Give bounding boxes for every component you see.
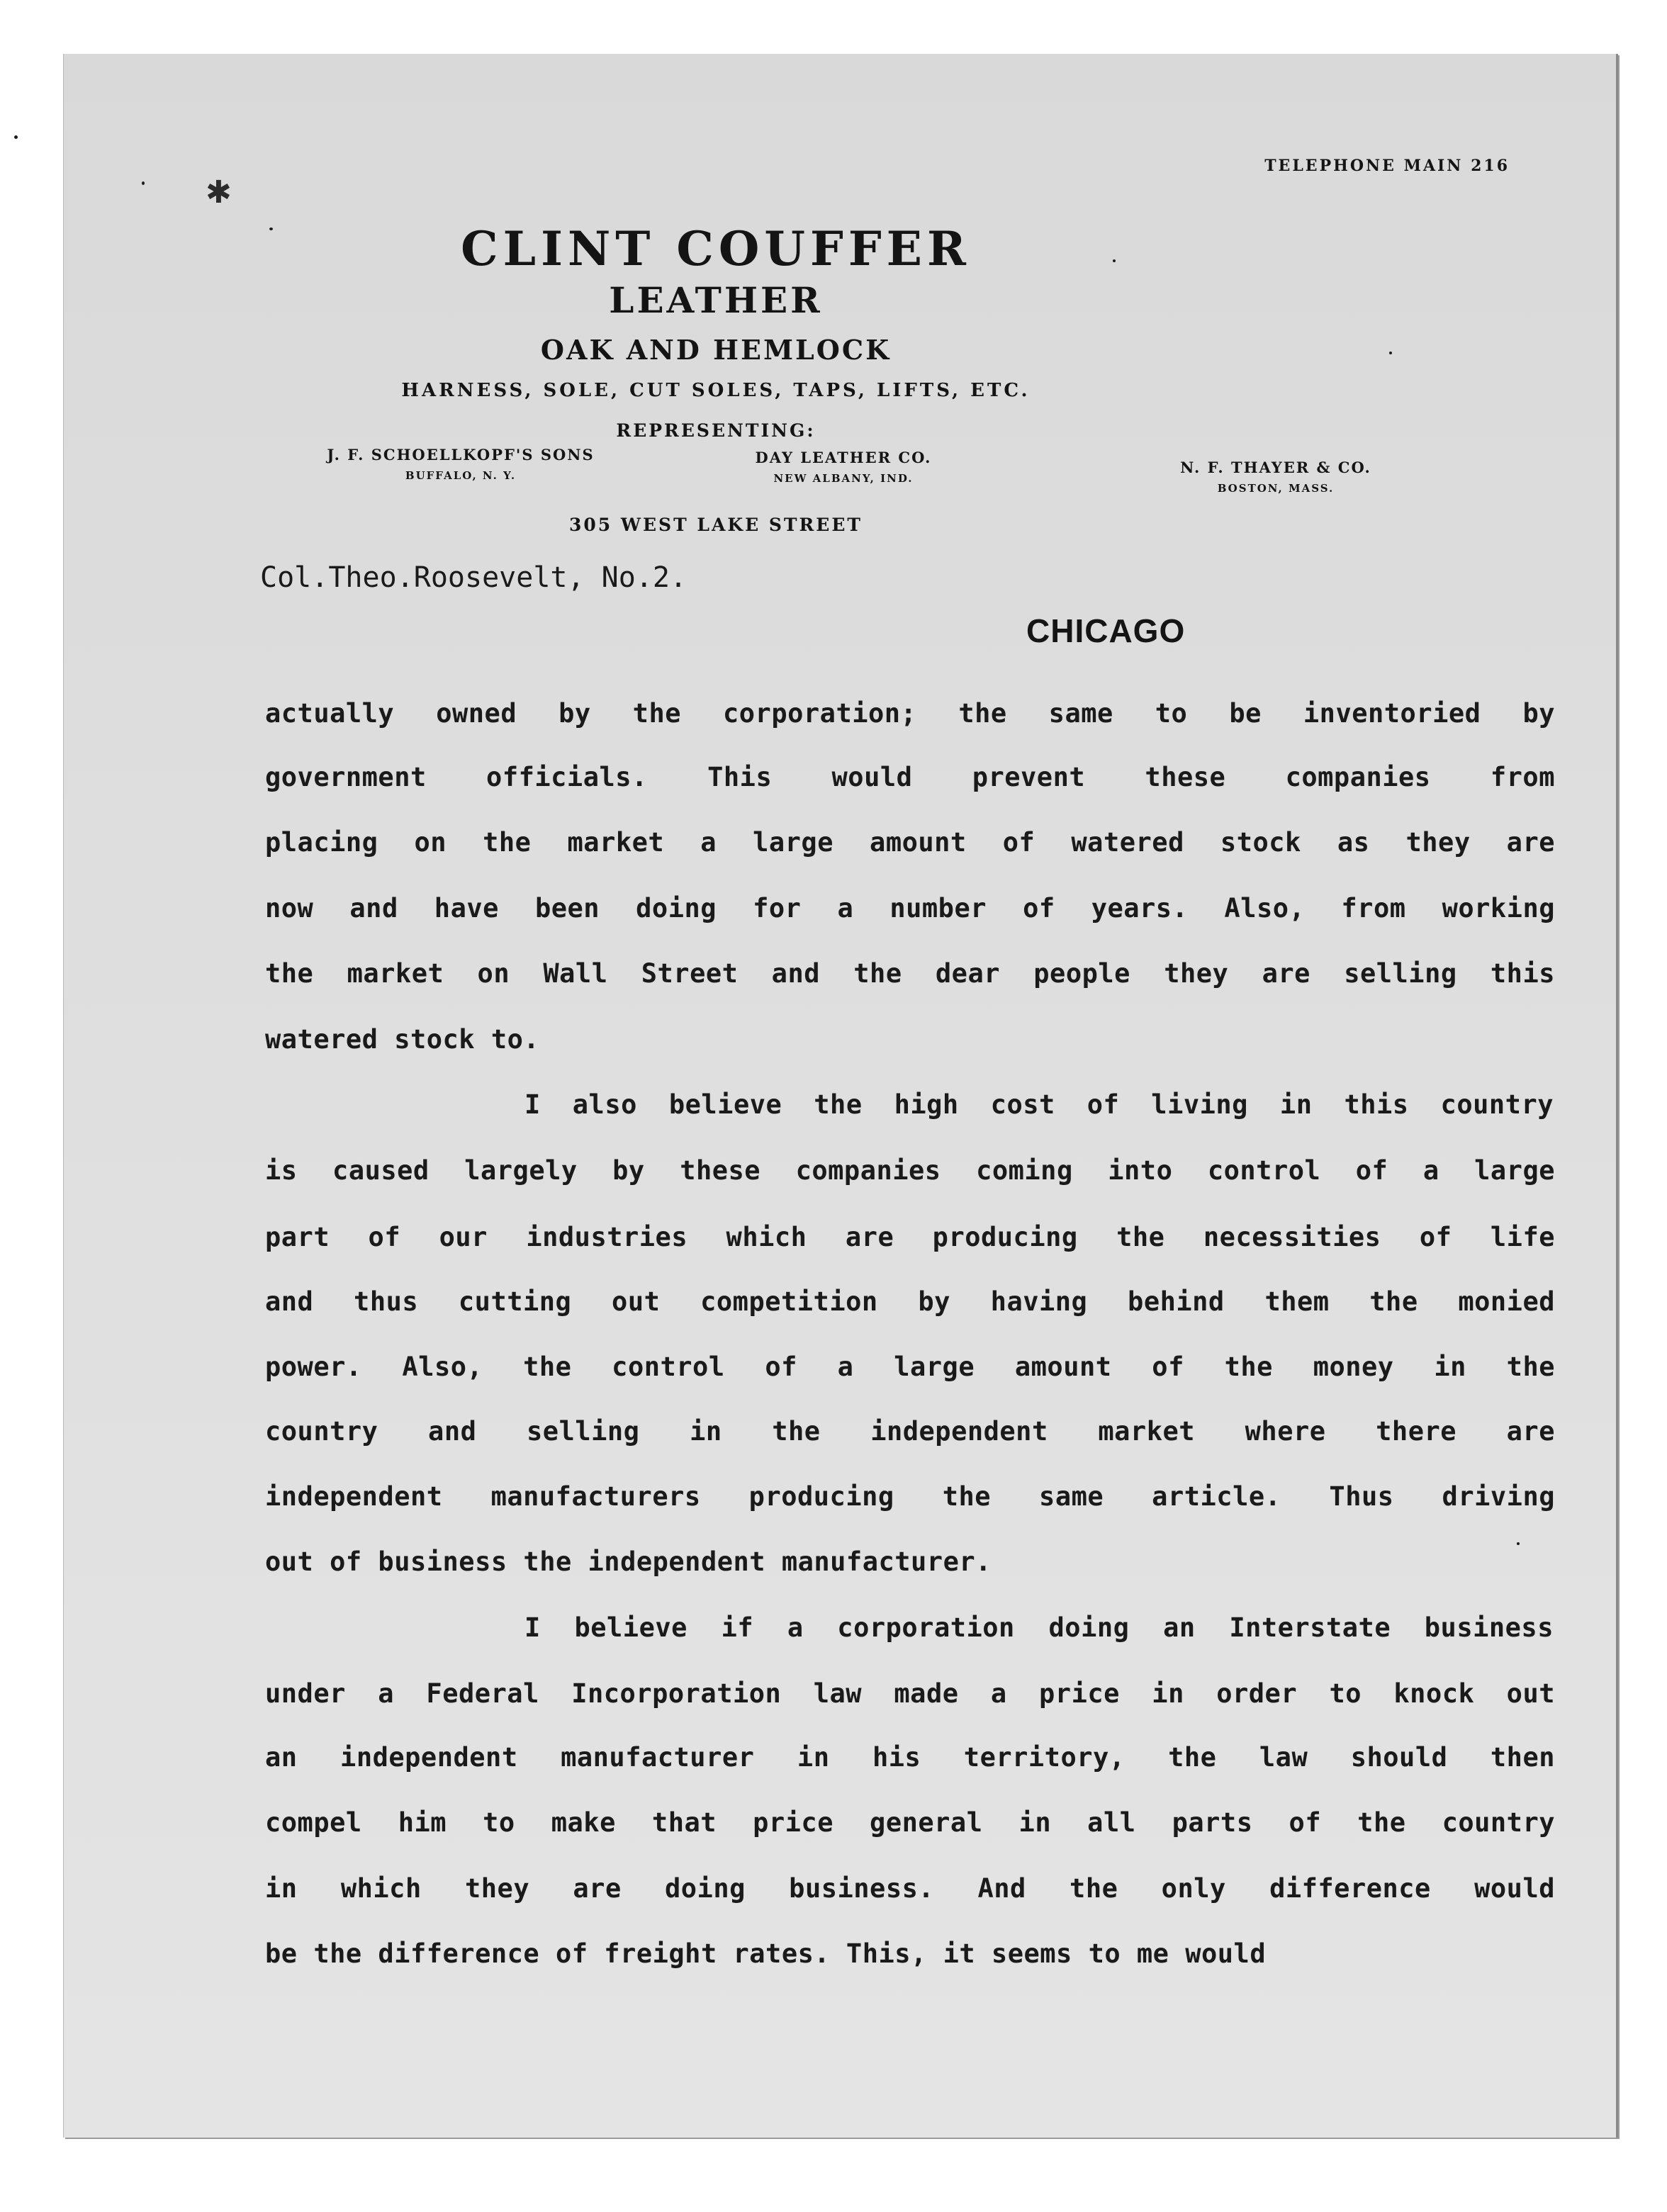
letterhead-city: CHICAGO — [1026, 612, 1186, 649]
body-text-line: I also believe the high cost of living in this country — [524, 1089, 1554, 1120]
body-text-line: country and selling in the independent market where there are — [265, 1416, 1555, 1447]
body-text-line: out of business the independent manufacturer. — [265, 1546, 992, 1577]
page-header: Col.Theo.Roosevelt, No.2. — [260, 561, 687, 594]
represented-firm — [1099, 459, 1453, 495]
body-text-line: I believe if a corporation doing an Interstate business — [524, 1612, 1554, 1643]
represented-firm-city: NEW ALBANY, IND. — [773, 472, 914, 485]
body-text-line: in which they are doing business. And the only difference would — [265, 1873, 1555, 1904]
product-subheading: OAK AND HEMLOCK — [540, 334, 892, 366]
represented-firm-city: BOSTON, MASS. — [1217, 482, 1335, 495]
product-heading: LEATHER — [609, 279, 823, 321]
body-text-line: the market on Wall Street and the dear people they are selling this — [265, 958, 1555, 989]
speck — [142, 181, 145, 185]
body-text-line: and thus cutting out competition by having behind them the monied — [265, 1286, 1555, 1317]
representing-label: REPRESENTING: — [616, 420, 816, 441]
body-text-line: compel him to make that price general in all parts of the country — [265, 1807, 1555, 1838]
telephone-number: TELEPHONE MAIN 216 — [1264, 157, 1510, 175]
speck — [1517, 1542, 1520, 1545]
represented-firm-name: DAY LEATHER CO. — [755, 449, 932, 466]
company-name: CLINT COUFFER — [461, 221, 971, 276]
body-text-line: is caused largely by these companies coming into control of a large — [265, 1155, 1555, 1186]
represented-firm-name: N. F. THAYER & CO. — [1180, 459, 1371, 476]
body-text-line: power. Also, the control of a large amount of the money in the — [265, 1352, 1555, 1382]
body-text-line: now and have been doing for a number of years. Also, from working — [265, 893, 1555, 923]
body-text-line: actually owned by the corporation; the same to be inventoried by — [265, 698, 1555, 729]
speck — [14, 135, 18, 139]
represented-firm — [241, 446, 680, 482]
body-text-line: government officials. This would prevent these companies from — [265, 762, 1555, 792]
ink-mark-icon: ✱ — [206, 174, 232, 210]
speck — [1389, 352, 1392, 354]
body-text-line: under a Federal Incorporation law made a price in order to knock out — [265, 1678, 1555, 1709]
body-text-line: watered stock to. — [265, 1024, 540, 1055]
street-address: 305 WEST LAKE STREET — [569, 515, 863, 535]
represented-firm-city: BUFFALO, N. Y. — [405, 469, 517, 482]
represented-firm-name: J. F. SCHOELLKOPF'S SONS — [327, 446, 595, 464]
body-text-line: an independent manufacturer in his territory, the law should then — [265, 1742, 1555, 1773]
product-line: HARNESS, SOLE, CUT SOLES, TAPS, LIFTS, ETC. — [401, 380, 1031, 401]
body-text-line: placing on the market a large amount of watered stock as they are — [265, 827, 1555, 858]
body-text-line: independent manufacturers producing the same article. Thus driving — [265, 1481, 1555, 1512]
body-text-line: be the difference of freight rates. This, it seems to me would — [265, 1938, 1267, 1969]
body-text-line: part of our industries which are producing the necessities of life — [265, 1222, 1555, 1252]
represented-firm — [638, 449, 1049, 485]
